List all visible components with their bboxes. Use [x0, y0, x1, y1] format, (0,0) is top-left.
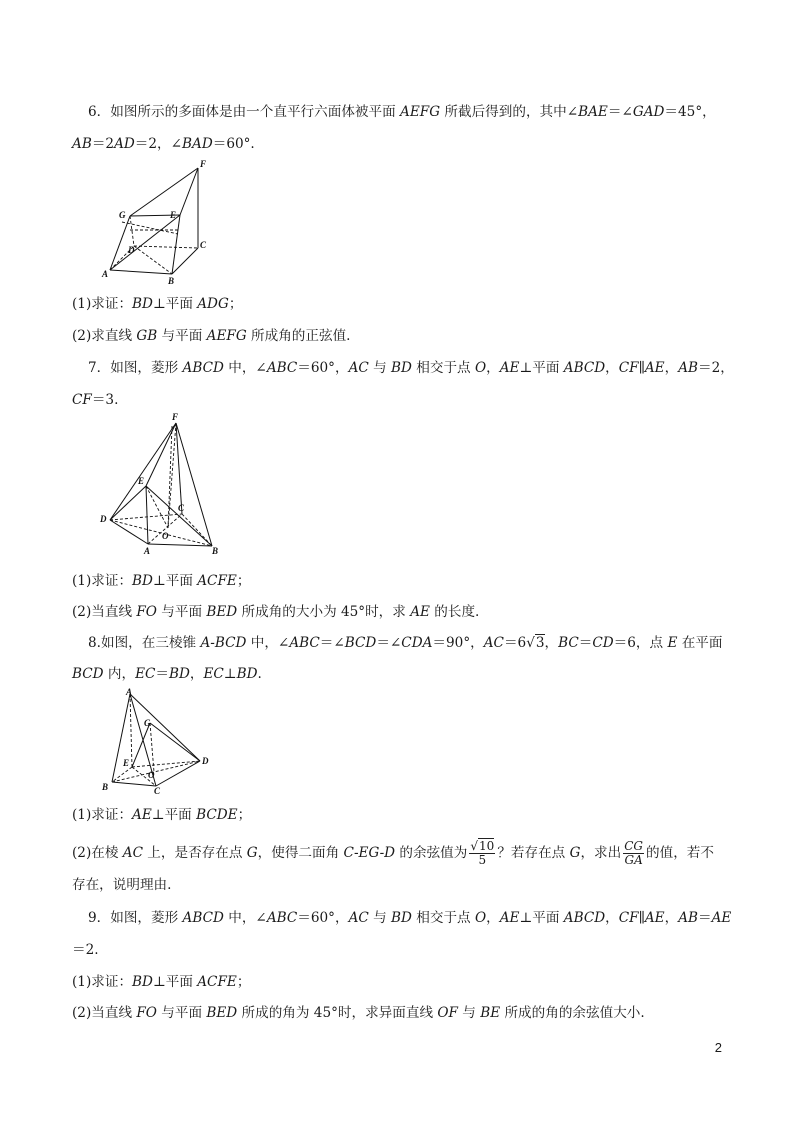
edge-GD — [150, 723, 200, 761]
problem-7-statement-line2: CF＝3. — [72, 392, 119, 408]
edge-DB — [134, 246, 172, 274]
label-B: B — [168, 276, 175, 286]
problem-9-statement-line2: ＝2. — [72, 942, 99, 958]
fraction-CG-over-GA: $\frac{CG}{GA}$ — [624, 839, 644, 867]
problem-6-statement-line2: AB＝2AD＝2，∠BAD＝60°. — [72, 136, 255, 152]
problem-9-question-2: (2)当直线 FO 与平面 BED 所成的角为 45°时，求异面直线 OF 与 BE 所成的角的余弦值大小. — [72, 1005, 645, 1021]
label-B: B — [212, 546, 219, 556]
label-A: A — [126, 687, 133, 697]
edge-aux — [168, 426, 172, 528]
problem-7-question-2: (2)当直线 FO 与平面 BED 所成角的大小为 45°时，求 AE 的长度. — [72, 604, 480, 620]
label-A: A — [144, 546, 151, 556]
edge-AB — [148, 544, 212, 546]
problem-8-question-2-line2: 存在，说明理由. — [72, 877, 172, 893]
label-D: D — [128, 245, 135, 255]
edge-DE — [110, 486, 146, 520]
problem-7-figure — [96, 410, 226, 556]
label-O: O — [148, 770, 155, 780]
problem-8-figure — [98, 686, 216, 796]
edge-AD — [130, 694, 200, 761]
edge-FE — [180, 168, 198, 215]
edge-EO — [146, 486, 168, 528]
problem-8-statement-line2: BCD 内，EC＝BD，EC⊥BD. — [72, 666, 262, 682]
problem-6-figure — [98, 158, 216, 286]
problem-8-question-1: (1)求证：AE⊥平面 BCDE； — [72, 807, 252, 823]
label-F: F — [200, 159, 207, 169]
label-C: C — [154, 786, 161, 796]
edge-AB — [112, 694, 130, 782]
label-C: C — [200, 240, 207, 250]
label-F: F — [172, 412, 179, 422]
problem-6-question-2: (2)求直线 GB 与平面 AEFG 所成角的正弦值. — [72, 328, 351, 344]
problem-6-statement-line1: 6．如图所示的多面体是由一个直平行六面体被平面 AEFG 所截后得到的，其中∠BAE＝∠GAD＝45°， — [88, 104, 716, 120]
problem-8-question-2: (2)在棱 AC 上，是否存在点 G，使得二面角 C-EG-D 的余弦值为 $\frac{√10}{5}$ ？若存在点 G，求出 $\frac{CG}{GA}$ 的值，若不 — [72, 839, 714, 867]
label-E: E — [170, 210, 177, 220]
edge-AE — [146, 486, 148, 544]
problem-7-question-1: (1)求证：BD⊥平面 ACFE； — [72, 573, 251, 589]
edge-FG — [130, 168, 198, 216]
problem-9-question-1: (1)求证：BD⊥平面 ACFE； — [72, 974, 251, 990]
problem-8-statement-line1: 8.如图，在三棱锥 A-BCD 中，∠ABC＝∠BCD＝∠CDA＝90°，AC＝6√3，BC＝CD＝6，点 E 在平面 — [88, 635, 723, 651]
label-G: G — [119, 210, 126, 220]
edge-DB — [110, 520, 212, 546]
edge-FC — [176, 423, 182, 514]
edge-FB — [176, 423, 212, 546]
edge-BC — [172, 248, 198, 274]
label-A: A — [102, 269, 109, 279]
page-number: 2 — [714, 1040, 722, 1055]
edge-FD — [110, 423, 176, 520]
edge-AB — [110, 270, 172, 274]
label-E: E — [123, 758, 130, 768]
edge-GE — [132, 723, 150, 767]
fraction-sqrt10-over-5: $\frac{√10}{5}$ — [470, 839, 495, 867]
edge-GO — [150, 723, 154, 772]
problem-6-question-1: (1)求证：BD⊥平面 ADG； — [72, 296, 243, 312]
edge-ED — [132, 761, 200, 767]
problem-7-statement-line1: 7．如图，菱形 ABCD 中，∠ABC＝60°，AC 与 BD 相交于点 O，AE⊥平面 ABCD，CF∥AE，AB＝2， — [88, 360, 734, 376]
label-O: O — [162, 531, 169, 541]
label-E: E — [138, 476, 145, 486]
edge-DA — [110, 520, 148, 544]
label-B: B — [102, 782, 109, 792]
edge-BE — [172, 215, 180, 274]
label-C: C — [178, 503, 185, 513]
label-D: D — [100, 514, 107, 524]
edge-BC — [112, 782, 156, 786]
problem-9-statement-line1: 9．如图，菱形 ABCD 中，∠ABC＝60°，AC 与 BD 相交于点 O，AE⊥平面 ABCD，CF∥AE，AB＝AE — [88, 910, 732, 926]
edge-DC — [110, 514, 182, 520]
edge-GD — [130, 216, 134, 246]
edge-DC — [134, 246, 198, 248]
edge-AE — [130, 694, 132, 767]
label-G: G — [144, 718, 151, 728]
label-D: D — [202, 756, 209, 766]
